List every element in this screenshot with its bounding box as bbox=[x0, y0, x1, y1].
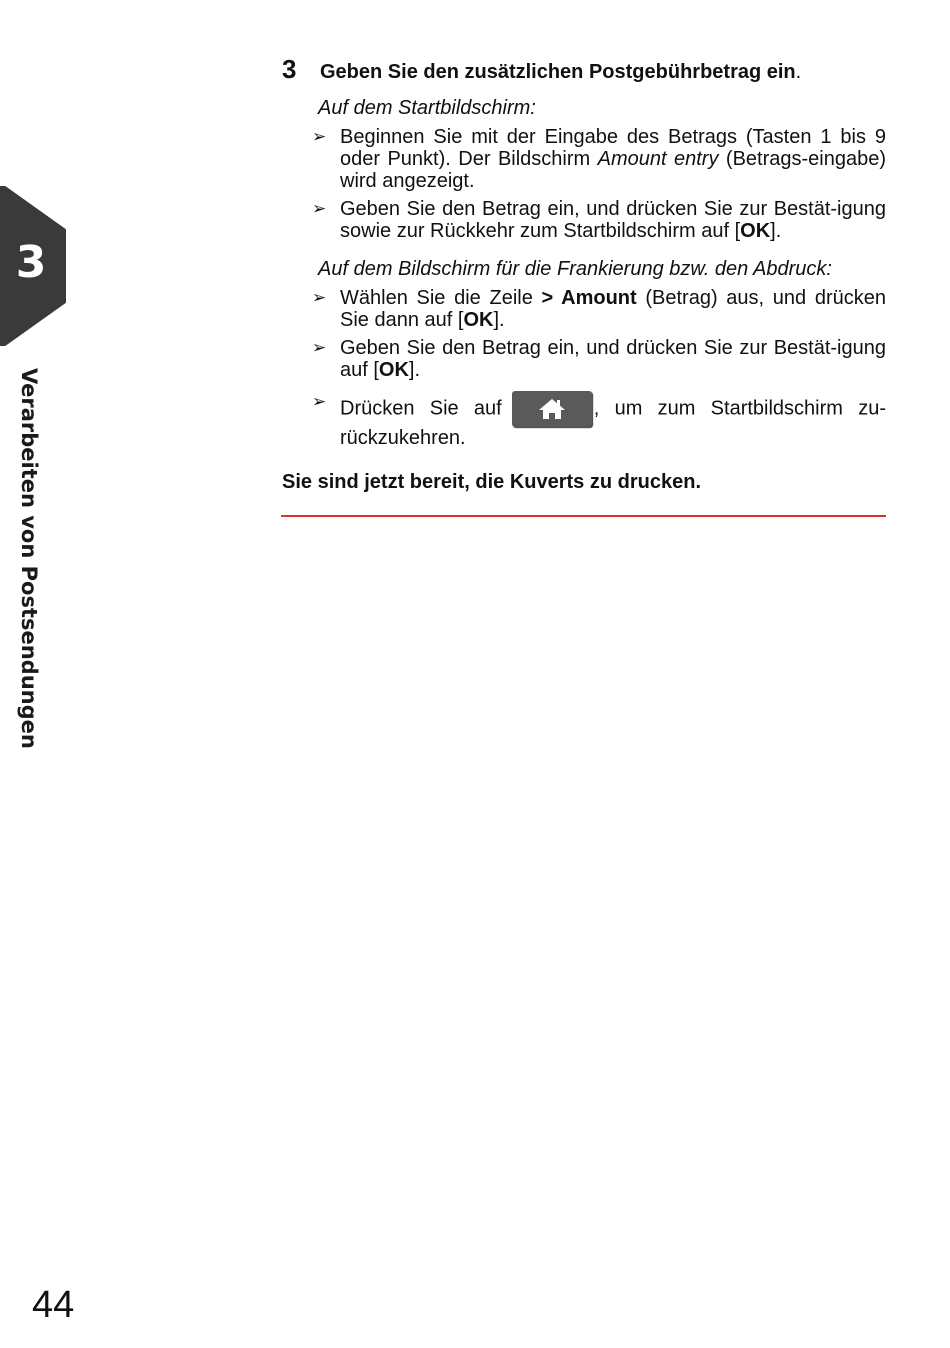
ok-key-label: OK bbox=[378, 359, 409, 381]
bullet-text: , um zum Startbildschirm zu-rückzukehren. bbox=[340, 397, 886, 449]
arrow-bullet-icon: ➢ bbox=[312, 338, 327, 357]
arrow-bullet-icon: ➢ bbox=[312, 127, 327, 146]
home-button bbox=[512, 391, 592, 427]
arrow-bullet-icon: ➢ bbox=[312, 288, 327, 307]
list-item bbox=[312, 391, 886, 449]
bullet-text: ]. bbox=[408, 359, 421, 381]
ok-key-label: OK bbox=[463, 309, 494, 331]
screen-name: Amount entry bbox=[597, 148, 719, 170]
chapter-title: Verarbeiten von Postsendungen bbox=[17, 368, 41, 749]
bullet-text: ]. bbox=[770, 220, 782, 242]
section-label-franking-screen: Auf dem Bildschirm für die Frankierung bzw. den Abdruck: bbox=[318, 258, 832, 280]
bullet-list-home-screen bbox=[312, 126, 886, 242]
page-number: 44 bbox=[32, 1284, 75, 1326]
section-label-home-screen: Auf dem Startbildschirm: bbox=[318, 97, 536, 119]
list-item bbox=[312, 198, 886, 242]
list-item bbox=[312, 287, 886, 331]
bullet-text: Wählen Sie die Zeile bbox=[340, 287, 542, 309]
bullet-text: Geben Sie den Betrag ein, und drücken Sie zur Bestät-igung sowie zur Rückkehr zum Startbildschirm auf [ bbox=[340, 198, 886, 242]
ok-key-label: OK bbox=[740, 220, 771, 242]
bullet-text: Beginnen Sie mit der Eingabe des Betrags (Tasten 1 bis 9 oder Punkt). Der Bildschirm bbox=[340, 126, 886, 170]
arrow-bullet-icon: ➢ bbox=[312, 199, 327, 218]
bullet-text: Drücken Sie auf bbox=[340, 397, 502, 420]
bullet-list-franking-screen bbox=[312, 287, 886, 449]
list-item bbox=[312, 126, 886, 192]
bullet-text: (Betrags-eingabe) wird angezeigt. bbox=[340, 148, 886, 192]
chapter-number: 3 bbox=[15, 237, 47, 288]
step-heading bbox=[282, 54, 886, 85]
home-icon bbox=[537, 397, 567, 421]
section-divider bbox=[281, 515, 886, 517]
bullet-text: ]. bbox=[493, 309, 505, 331]
arrow-bullet-icon: ➢ bbox=[312, 392, 327, 411]
bullet-text: (Betrag) aus, und drücken Sie dann auf [ bbox=[340, 287, 887, 331]
page-content bbox=[282, 54, 886, 494]
step-number: 3 bbox=[282, 54, 297, 84]
step-text: Geben Sie den zusätzlichen Postgebührbetrag ein bbox=[320, 61, 796, 83]
list-item bbox=[312, 337, 886, 381]
bullet-text: Geben Sie den Betrag ein, und drücken Sie zur Bestät-igung auf [ bbox=[340, 337, 886, 381]
conclusion-text: Sie sind jetzt bereit, die Kuverts zu drucken. bbox=[282, 471, 701, 493]
menu-item-label: > Amount bbox=[541, 287, 637, 309]
step-period: . bbox=[795, 61, 802, 83]
